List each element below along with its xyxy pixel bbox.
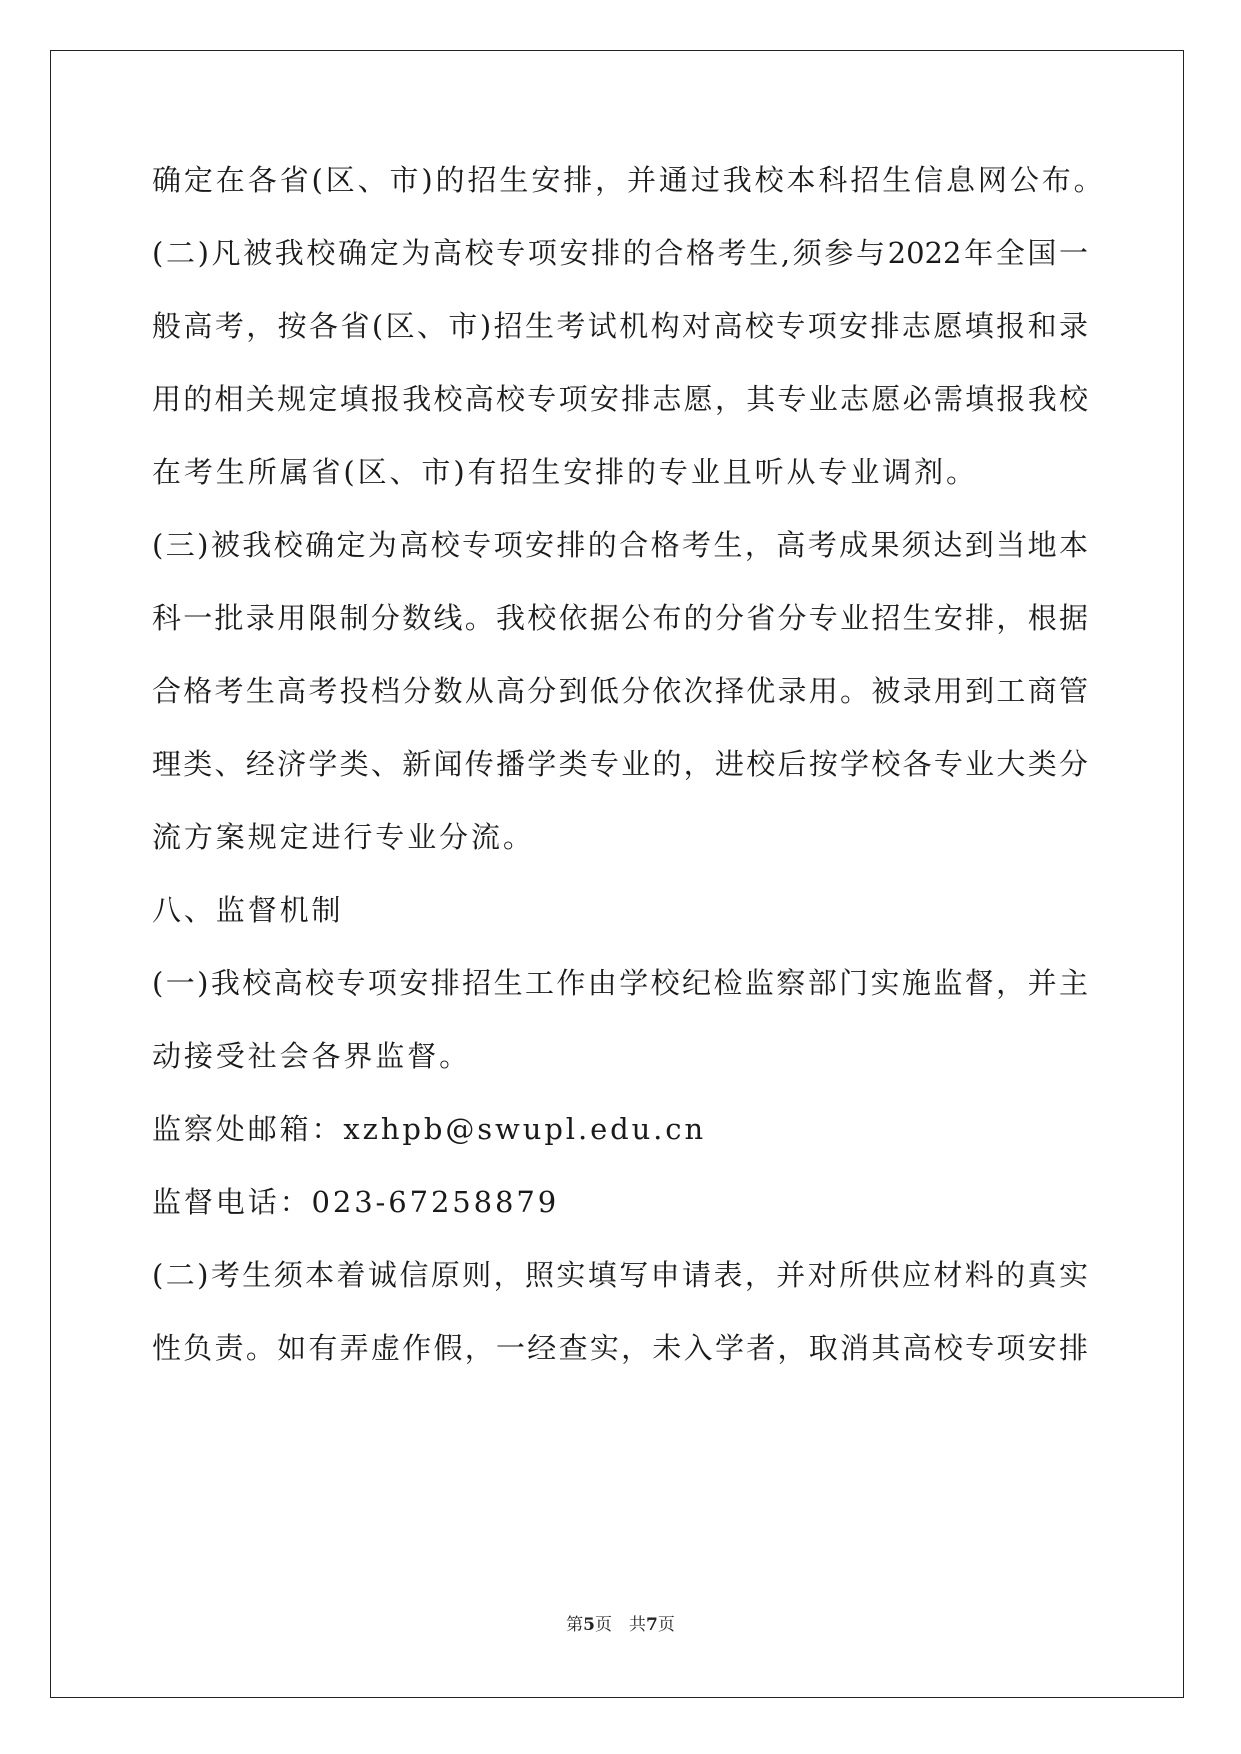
footer-middle: 页 共 <box>595 1615 646 1635</box>
text-line: 合格考生高考投档分数从高分到低分依次择优录用。被录用到工商管 <box>152 674 1088 708</box>
text-line: 用的相关规定填报我校高校专项安排志愿，其专业志愿必需填报我校 <box>152 382 1088 416</box>
text-line: 动接受社会各界监督。 <box>152 1039 472 1073</box>
text-line: 科一批录用限制分数线。我校依据公布的分省分专业招生安排，根据 <box>152 601 1088 635</box>
text-line: 流方案规定进行专业分流。 <box>152 820 535 854</box>
text-line: 理类、经济学类、新闻传播学类专业的，进校后按学校各专业大类分 <box>152 747 1088 781</box>
current-page-number: 5 <box>583 1615 595 1635</box>
page-footer <box>0 1614 1241 1636</box>
section-heading: 八、监督机制 <box>152 893 344 927</box>
text-line: (一)我校高校专项安排招生工作由学校纪检监察部门实施监督，并主 <box>152 966 1088 1000</box>
text-line: 性负责。如有弄虚作假，一经查实，未入学者，取消其高校专项安排 <box>152 1331 1088 1365</box>
text-line: (二)考生须本着诚信原则，照实填写申请表，并对所供应材料的真实 <box>152 1258 1088 1292</box>
text-line: (三)被我校确定为高校专项安排的合格考生，高考成果须达到当地本 <box>152 528 1088 562</box>
text-line: 确定在各省(区、市)的招生安排，并通过我校本科招生信息网公布。 <box>152 163 1106 197</box>
contact-email: 监察处邮箱：xzhpb@swupl.edu.cn <box>152 1112 707 1146</box>
contact-phone: 监督电话：023-67258879 <box>152 1185 560 1219</box>
text-line: 般高考，按各省(区、市)招生考试机构对高校专项安排志愿填报和录 <box>152 309 1088 343</box>
total-pages-number: 7 <box>646 1615 658 1635</box>
footer-suffix: 页 <box>657 1615 675 1635</box>
text-line: (二)凡被我校确定为高校专项安排的合格考生,须参与2022年全国一 <box>152 236 1088 270</box>
footer-prefix: 第 <box>566 1615 584 1635</box>
page-border <box>50 50 1184 1698</box>
text-line: 在考生所属省(区、市)有招生安排的专业且听从专业调剂。 <box>152 455 978 489</box>
